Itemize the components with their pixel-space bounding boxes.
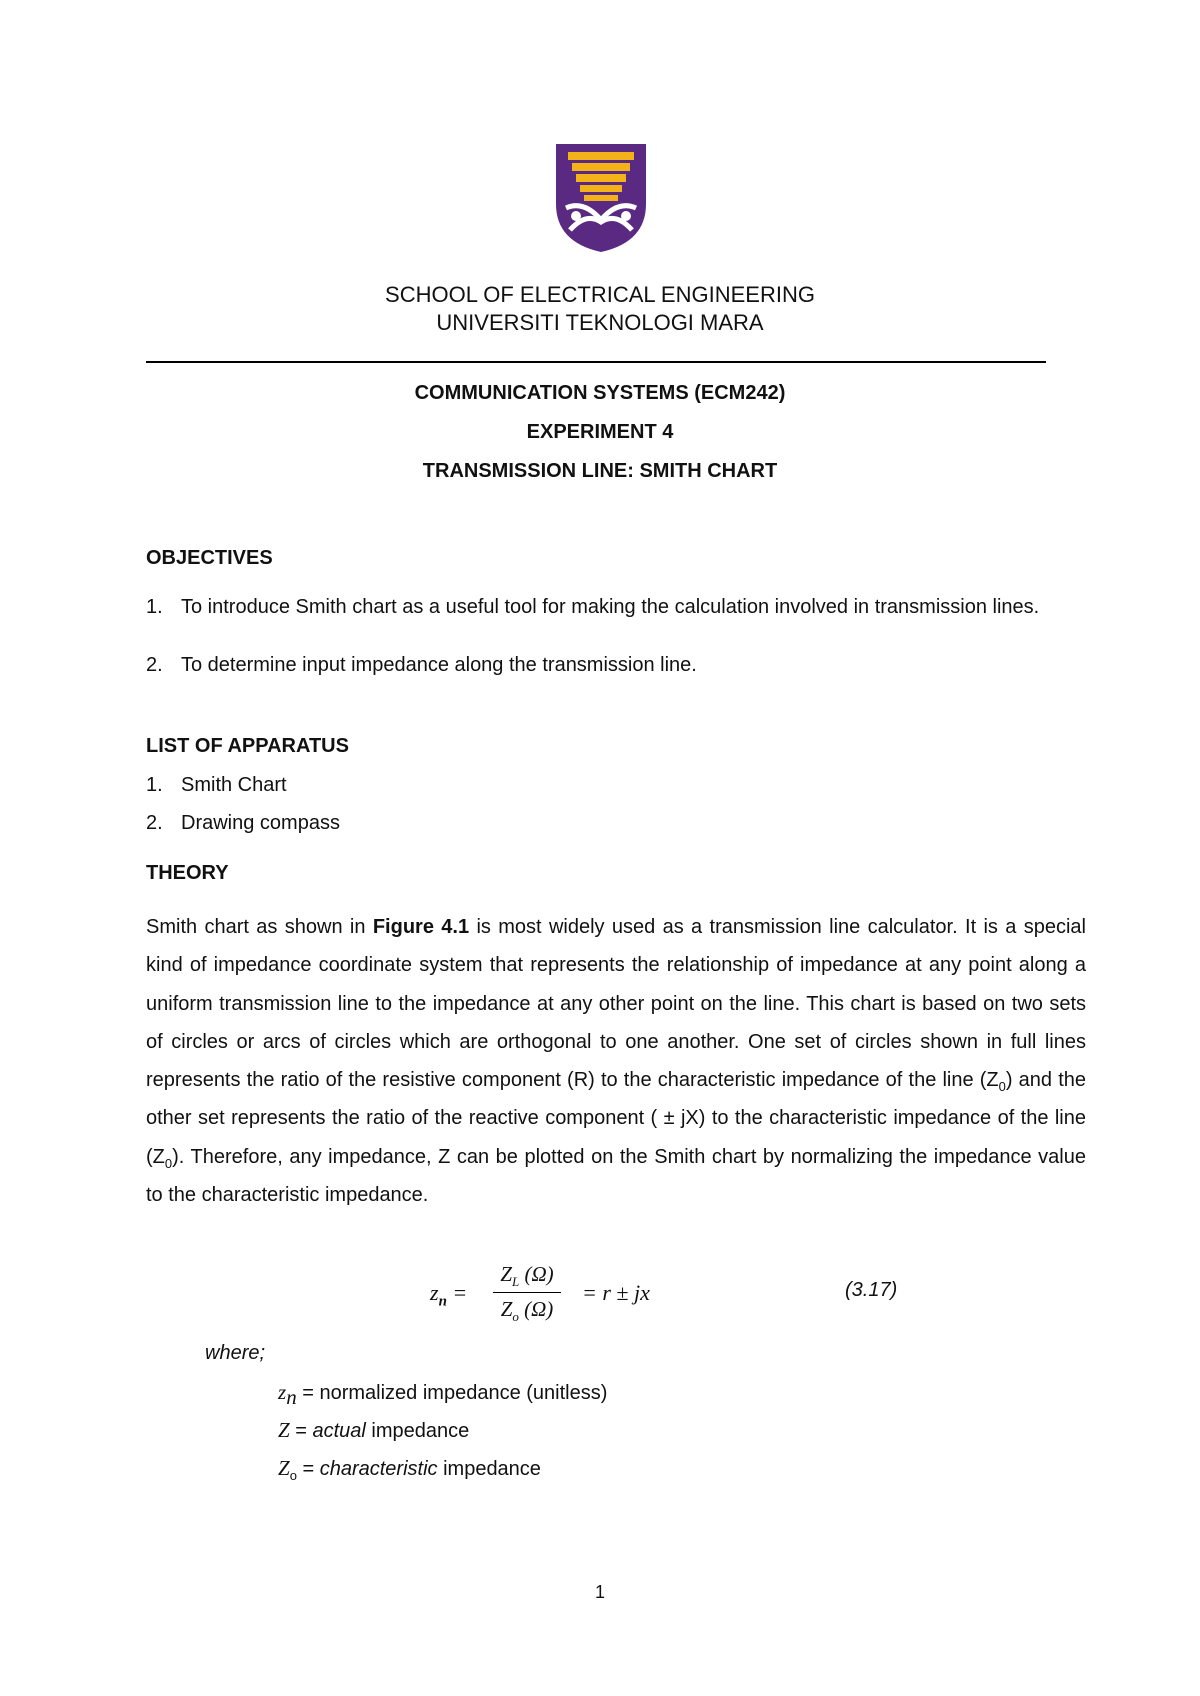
definition-item [278, 1456, 541, 1483]
list-text: Drawing compass [181, 812, 340, 834]
definition-symbol: Z [278, 1456, 290, 1480]
definition-text: = normalized impedance (unitless) [296, 1382, 608, 1404]
list-item [146, 809, 1086, 838]
header-divider [146, 361, 1046, 363]
experiment-number: EXPERIMENT 4 [526, 421, 674, 443]
university-crest-icon [554, 142, 648, 254]
definition-item [278, 1418, 469, 1443]
subscript: L [512, 1274, 520, 1290]
definition-text: = [296, 1458, 320, 1480]
subscript: o [289, 1468, 297, 1483]
university-name: UNIVERSITI TEKNOLOGI MARA [436, 310, 764, 335]
equation-lhs [430, 1280, 467, 1310]
list-item [146, 593, 1086, 622]
page-number: 1 [594, 1582, 605, 1602]
apparatus-heading: LIST OF APPARATUS [146, 735, 349, 757]
subscript: n [286, 1385, 297, 1409]
equation-fraction [491, 1262, 563, 1325]
definition-item [278, 1380, 607, 1410]
equation-rhs: = r ± jx [582, 1280, 650, 1305]
equation-symbol: Z [500, 1297, 513, 1321]
fraction-numerator [491, 1262, 563, 1292]
theory-text: Smith chart as shown in [146, 916, 373, 938]
list-number: 1. [146, 774, 163, 796]
definition-emphasis: characteristic [319, 1458, 438, 1480]
list-number: 1. [146, 596, 163, 618]
definition-text: impedance [365, 1420, 470, 1442]
definition-text: impedance [437, 1458, 541, 1480]
theory-paragraph [146, 908, 1086, 1214]
definition-emphasis: actual [312, 1420, 366, 1442]
list-number: 2. [146, 654, 163, 676]
subscript: 0 [164, 1155, 173, 1171]
list-item [146, 771, 1086, 800]
theory-text: ) and the other set represents the ratio of the reactive component ( ± jX) to the characteristic impedance of the line (Z [146, 1069, 1086, 1168]
definition-symbol: z [278, 1380, 287, 1404]
objectives-heading: OBJECTIVES [146, 547, 273, 569]
definition-symbol: Z [278, 1418, 290, 1442]
subscript: o [512, 1309, 519, 1325]
experiment-title: TRANSMISSION LINE: SMITH CHART [422, 460, 778, 482]
list-text: To determine input impedance along the transmission line. [181, 654, 697, 676]
theory-text: is most widely used as a transmission line calculator. It is a special kind of impedance coordinate system that represents the relationship of impedance at any point along a uniform transmission line to the impedance at any other point on the line. This chart is based on two sets of circles or arcs of circles which are orthogonal to one another. One set of circles shown in full lines represents the ratio of the resistive component (R) to the characteristic impedance of the line (Z [146, 916, 1086, 1092]
equation-symbol: z [430, 1280, 439, 1305]
where-label: where; [205, 1342, 266, 1364]
unit: (Ω) [518, 1297, 554, 1321]
list-text: To introduce Smith chart as a useful tool for making the calculation involved in transmission lines. [181, 596, 1040, 618]
list-text: Smith Chart [181, 774, 287, 796]
list-item [146, 651, 1086, 680]
unit: (Ω) [519, 1262, 554, 1286]
subscript: 0 [998, 1079, 1006, 1095]
list-number: 2. [146, 812, 163, 834]
equation-number: (3.17) [845, 1279, 898, 1301]
school-name: SCHOOL OF ELECTRICAL ENGINEERING [385, 282, 815, 307]
equation-symbol: Z [500, 1262, 512, 1286]
equals-sign: = [446, 1280, 468, 1305]
figure-reference: Figure 4.1 [372, 916, 470, 938]
theory-heading: THEORY [146, 862, 229, 884]
theory-text: ). Therefore, any impedance, Z can be plotted on the Smith chart by normalizing the impedance value to the characteristic impedance. [146, 1145, 1086, 1207]
definition-text: = [289, 1420, 313, 1442]
course-title: COMMUNICATION SYSTEMS (ECM242) [414, 382, 786, 404]
fraction-denominator [491, 1293, 563, 1325]
subscript: n [438, 1293, 447, 1310]
